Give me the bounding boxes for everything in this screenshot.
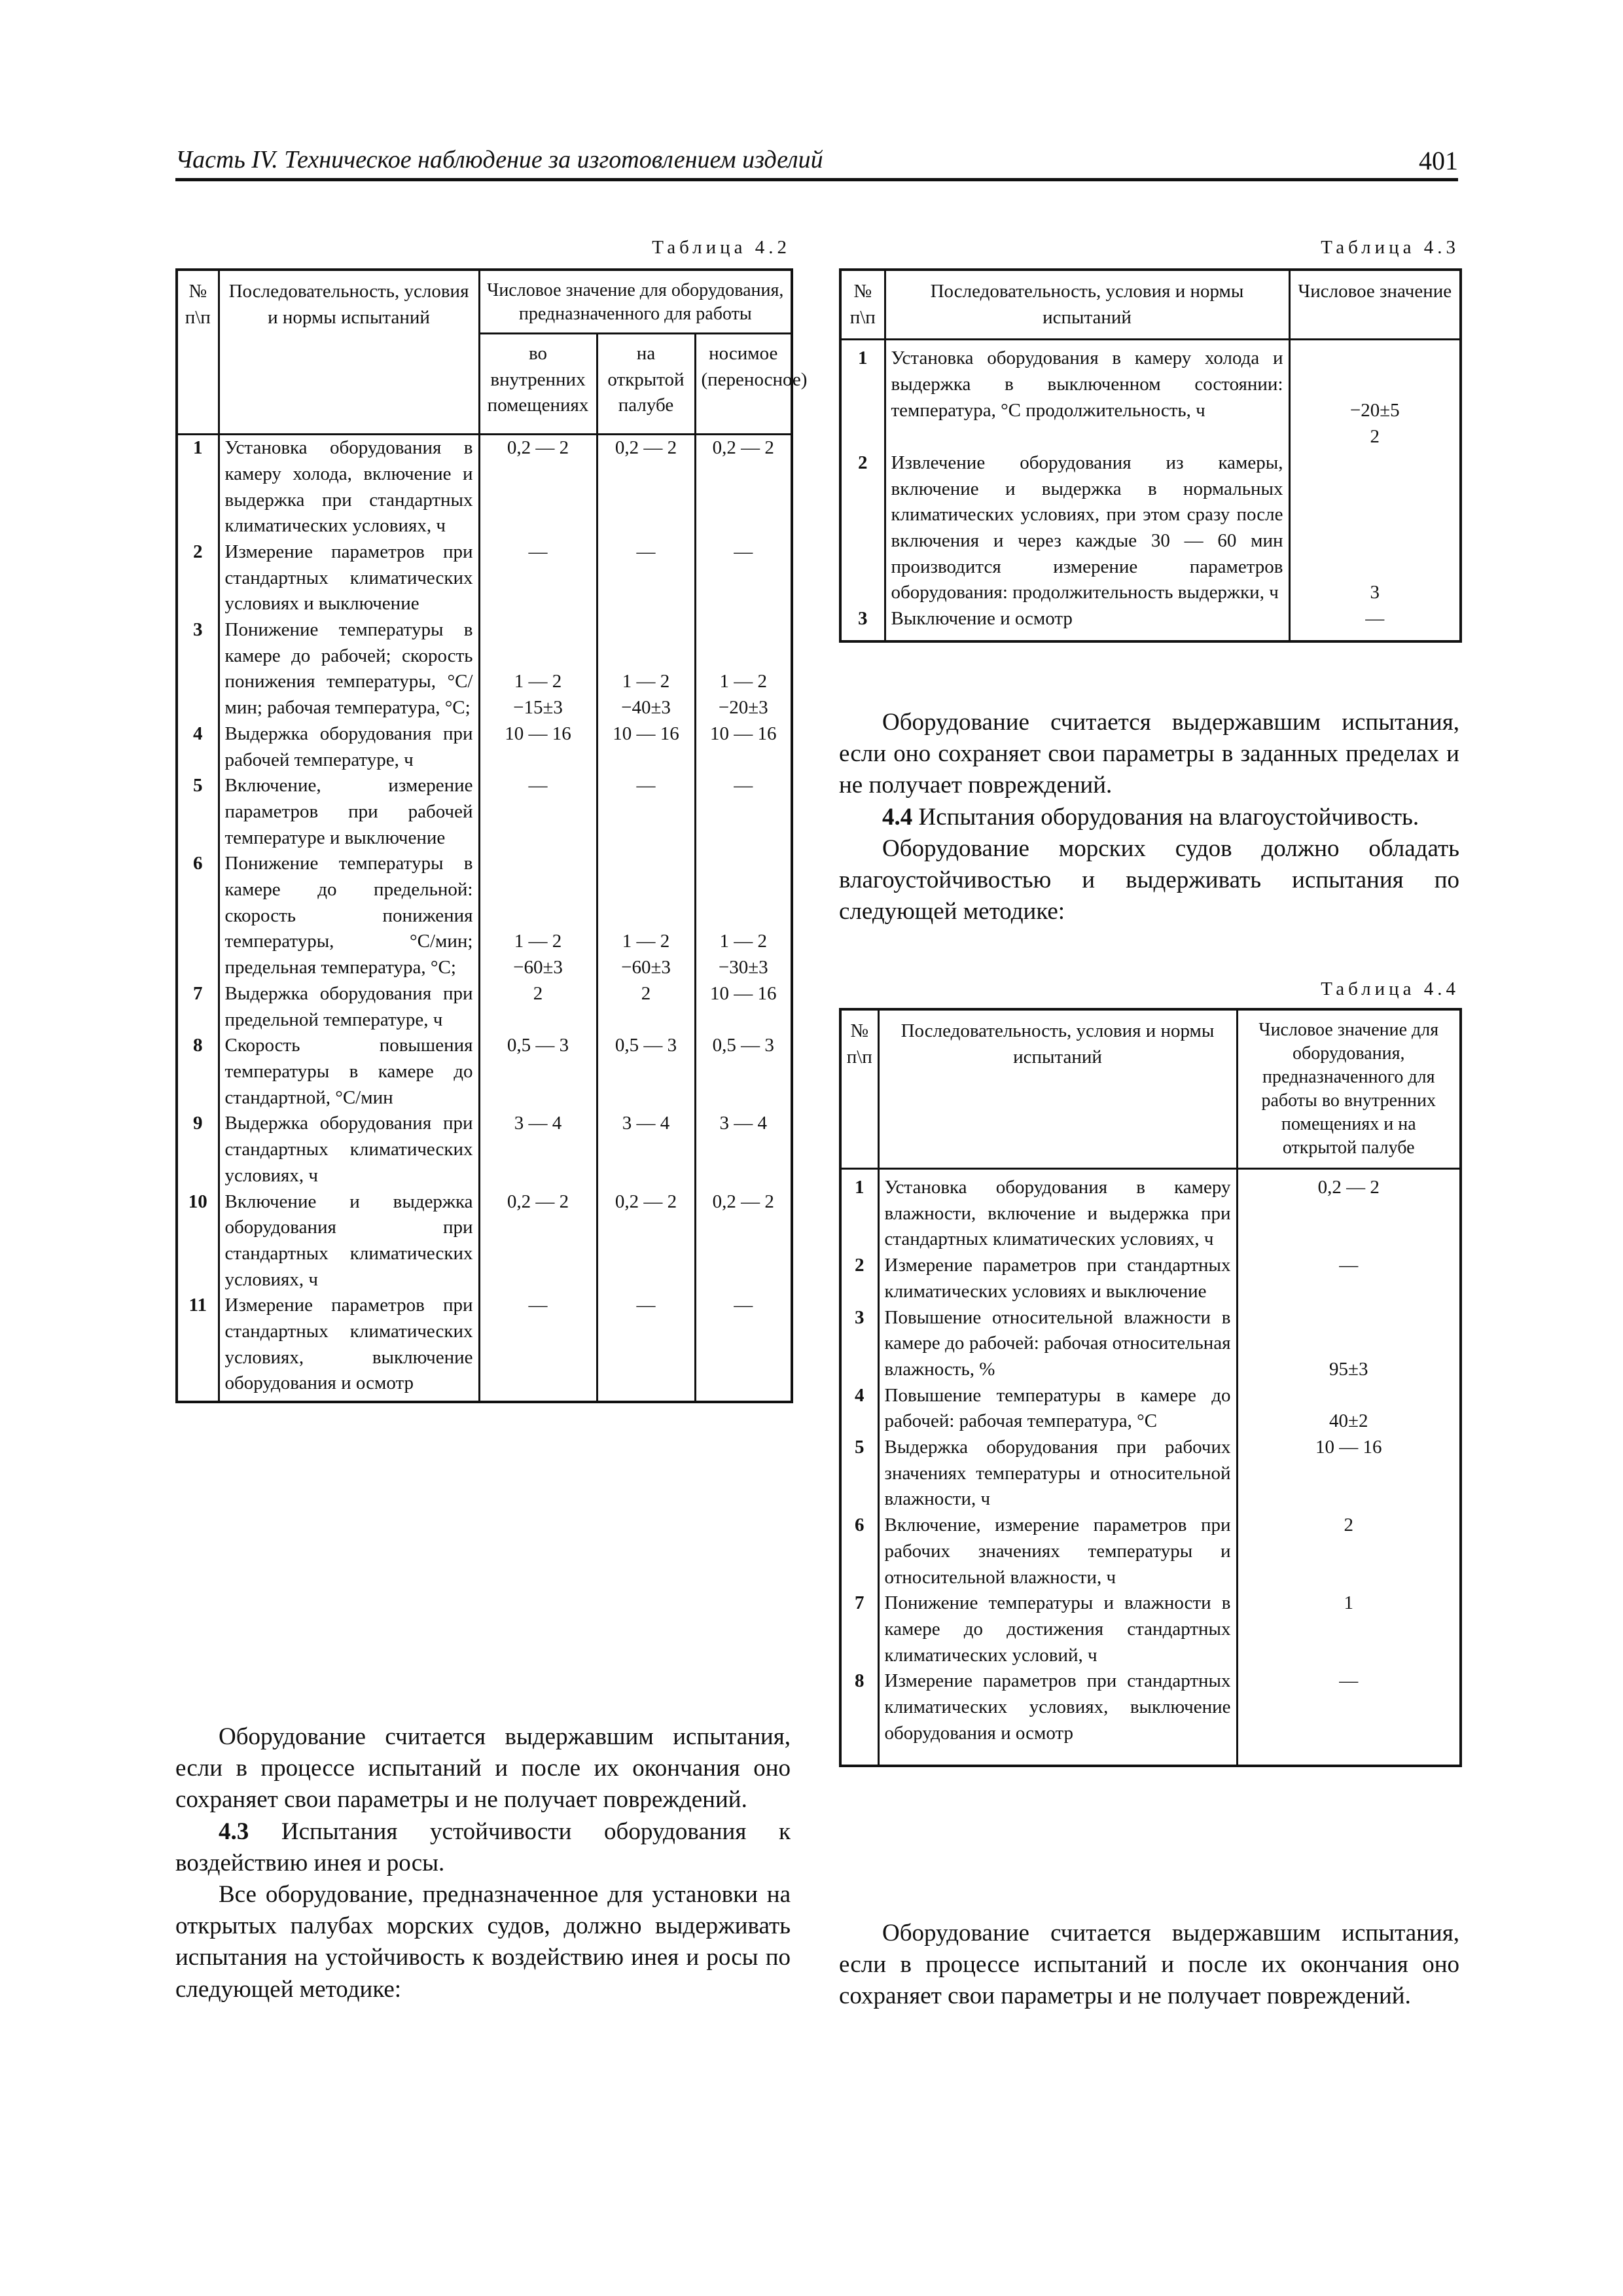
value-portable: 0,5 — 3 (695, 1033, 792, 1111)
table-row (177, 1111, 792, 1189)
section-title: Испытания устойчивости оборудования к воздействию инея и росы. (175, 1818, 791, 1876)
value-deck: 0,2 — 2 (597, 435, 695, 539)
table-row (177, 981, 792, 1033)
row-number: 8 (855, 1670, 865, 1692)
table-row (840, 1435, 1461, 1513)
value-inside: 3 — 4 (479, 1111, 597, 1189)
row-number: 8 (193, 1035, 203, 1056)
row-number: 1 (193, 437, 203, 459)
row-description: Измерение параметров при стандартных климатических условиях и выключение (878, 1253, 1237, 1304)
row-value: 1 (1237, 1590, 1461, 1668)
table-row (840, 1305, 1461, 1383)
row-value: 2 (1237, 1513, 1461, 1590)
running-title: Часть IV. Техническое наблюдение за изготовлением изделий (175, 146, 823, 173)
row-description: Извлечение оборудования из камеры, включение и выдержка в нормальных климатических условиях, при этом сразу после включения и через каждые 30 — 60 мин производится измерение параметров оборудования: продолжительность выдержки, ч (885, 450, 1289, 606)
value-inside: — (479, 539, 597, 617)
value-deck: 3 — 4 (597, 1111, 695, 1189)
value-deck: 1 — 2 −40±3 (597, 617, 695, 721)
col-sequence-header: Последовательность, условия и нормы испытаний (885, 270, 1289, 340)
value-deck: 10 — 16 (597, 721, 695, 773)
value-portable: 1 — 2 −30±3 (695, 851, 792, 981)
row-number: 4 (855, 1384, 865, 1406)
row-number: 11 (188, 1295, 207, 1316)
paragraph-passed-condition: Оборудование считается выдержавшим испытания, если оно сохраняет свои параметры в заданных пределах и не получает повреждений. (839, 709, 1459, 799)
row-description: Выдержка оборудования при стандартных климатических условиях, ч (219, 1111, 479, 1189)
row-description: Скорость повышения температуры в камере до стандартной, °С/мин (219, 1033, 479, 1111)
table-row (177, 773, 792, 851)
value-inside: 0,2 — 2 (479, 1189, 597, 1293)
value-deck: 1 — 2 −60±3 (597, 851, 695, 981)
row-description: Включение, измерение параметров при рабочих значениях температуры и относительной влажности, ч (878, 1513, 1237, 1590)
table-row (840, 1668, 1461, 1766)
col-sequence-header: Последовательность, условия и нормы испытаний (878, 1009, 1237, 1169)
table-row (177, 539, 792, 617)
row-description: Понижение температуры в камере до предельной: скорость понижения температуры, °С/мин; предельная температура, °С; (219, 851, 479, 981)
paragraph-frost-dew-intro: Все оборудование, предназначенное для установки на открытых палубах морских судов, должно выдерживать испытания на устойчивость к воздействию инея и росы по следующей методике: (175, 1881, 791, 2003)
value-inside: 1 — 2 −15±3 (479, 617, 597, 721)
paragraph-humidity-intro: Оборудование морских судов должно обладать влагоустойчивостью и выдерживать испытания по следующей методике: (839, 834, 1459, 925)
table-4-2-caption: Таблица 4.2 (652, 237, 791, 258)
value-deck: 0,2 — 2 (597, 1189, 695, 1293)
right-text-block (839, 707, 1459, 927)
subcol-portable-header: носимое (переносное) (695, 334, 792, 435)
row-description: Выдержка оборудования при предельной температуре, ч (219, 981, 479, 1033)
table-4-4 (839, 1008, 1462, 1767)
row-value: 40±2 (1237, 1383, 1461, 1435)
table-row (177, 851, 792, 981)
row-number: 6 (855, 1515, 865, 1536)
col-sequence-header: Последовательность, условия и нормы испытаний (219, 270, 479, 435)
table-row (840, 1383, 1461, 1435)
table-row (840, 606, 1461, 641)
paragraph-passed-condition: Оборудование считается выдержавшим испытания, если в процессе испытаний и после их окончания оно сохраняет свои параметры и не получает повреждений. (175, 1723, 791, 1814)
value-portable: 3 — 4 (695, 1111, 792, 1189)
row-number: 4 (193, 723, 203, 744)
row-number: 1 (855, 1177, 865, 1198)
row-description: Выдержка оборудования при рабочих значениях температуры и относительной влажности, ч (878, 1435, 1237, 1513)
row-value: 95±3 (1237, 1305, 1461, 1383)
row-number: 9 (193, 1113, 203, 1134)
row-description: Включение, измерение параметров при рабочей температуре и выключение (219, 773, 479, 851)
row-value: 0,2 — 2 (1237, 1169, 1461, 1253)
value-deck: — (597, 1293, 695, 1402)
value-deck: — (597, 773, 695, 851)
section-4-4-heading (839, 802, 1459, 833)
table-row (177, 1189, 792, 1293)
right-bottom-text (839, 1918, 1459, 2013)
running-header (175, 145, 1458, 178)
row-value: — (1237, 1253, 1461, 1304)
row-number: 5 (855, 1437, 865, 1458)
row-number: 7 (193, 982, 203, 1004)
table-row (840, 450, 1461, 606)
subcol-deck-header: на открытой палубе (597, 334, 695, 435)
table-row (840, 1590, 1461, 1668)
section-4-3-heading (175, 1816, 791, 1879)
table-row (840, 1253, 1461, 1304)
section-number: 4.3 (219, 1818, 249, 1845)
table-row (177, 1033, 792, 1111)
row-description: Понижение температуры в камере до рабочей; скорость понижения температуры, °С/мин; рабочая температура, °С; (219, 617, 479, 721)
value-inside: 1 — 2 −60±3 (479, 851, 597, 981)
col-num-header: № п\п (840, 270, 885, 340)
section-title: Испытания оборудования на влагоустойчивость. (918, 803, 1419, 831)
col-values-header: Числовое значение для оборудования, предназначенного для работы (479, 270, 792, 334)
table-4-2 (175, 268, 808, 1403)
row-number: 5 (193, 775, 203, 797)
row-value: 10 — 16 (1237, 1435, 1461, 1513)
page-number: 401 (1419, 146, 1458, 175)
row-description: Понижение температуры и влажности в камере до достижения стандартных климатических условий, ч (878, 1590, 1237, 1668)
row-number: 3 (855, 1306, 865, 1328)
row-number: 2 (855, 1255, 865, 1276)
value-inside: — (479, 773, 597, 851)
row-description: Измерение параметров при стандартных климатических условиях и выключение (219, 539, 479, 617)
row-description: Включение и выдержка оборудования при стандартных климатических условиях, ч (219, 1189, 479, 1293)
value-portable: 0,2 — 2 (695, 435, 792, 539)
row-description: Установка оборудования в камеру влажности, включение и выдержка при стандартных климатических условиях, ч (878, 1169, 1237, 1253)
value-deck: — (597, 539, 695, 617)
row-description: Установка оборудования в камеру холода, включение и выдержка при стандартных климатических условиях, ч (219, 435, 479, 539)
value-deck: 2 (597, 981, 695, 1033)
row-value: — (1237, 1668, 1461, 1766)
paragraph-passed-condition: Оборудование считается выдержавшим испытания, если в процессе испытаний и после их окончания оно сохраняет свои параметры и не получает повреждений. (839, 1920, 1459, 2010)
table-row (177, 617, 792, 721)
header-rule (175, 178, 1458, 181)
table-row (177, 1293, 792, 1402)
value-portable: — (695, 539, 792, 617)
section-number: 4.4 (882, 803, 913, 831)
value-deck: 0,5 — 3 (597, 1033, 695, 1111)
col-num-header: № п\п (177, 270, 219, 435)
row-description: Повышение температуры в камере до рабочей: рабочая температура, °С (878, 1383, 1237, 1435)
row-number: 3 (193, 619, 203, 641)
row-number: 6 (193, 853, 203, 874)
col-value-header: Числовое значение для оборудования, предназначенного для работы во внутренних помещениях и на открытой палубе (1237, 1009, 1461, 1169)
value-portable: 10 — 16 (695, 721, 792, 773)
value-portable: 1 — 2 −20±3 (695, 617, 792, 721)
row-description: Измерение параметров при стандартных климатических условиях, выключение оборудования и осмотр (219, 1293, 479, 1402)
row-description: Повышение относительной влажности в камере до рабочей: рабочая относительная влажность, % (878, 1305, 1237, 1383)
table-4-3 (839, 268, 1462, 643)
row-number: 7 (855, 1592, 865, 1614)
table-4-3-caption: Таблица 4.3 (1321, 237, 1459, 258)
row-number: 3 (858, 608, 868, 630)
row-value: −20±5 2 (1289, 340, 1461, 450)
col-value-header: Числовое значение (1289, 270, 1461, 340)
row-description: Выключение и осмотр (885, 606, 1289, 641)
col-num-header: № п\п (840, 1009, 878, 1169)
row-number: 10 (188, 1191, 207, 1212)
value-inside: 10 — 16 (479, 721, 597, 773)
value-portable: — (695, 773, 792, 851)
table-row (177, 435, 792, 539)
value-portable: 10 — 16 (695, 981, 792, 1033)
row-number: 2 (193, 541, 203, 562)
value-portable: — (695, 1293, 792, 1402)
value-inside: 0,5 — 3 (479, 1033, 597, 1111)
value-inside: 2 (479, 981, 597, 1033)
table-row (840, 1169, 1461, 1253)
value-inside: 0,2 — 2 (479, 435, 597, 539)
table-4-4-caption: Таблица 4.4 (1321, 978, 1459, 999)
row-value: — (1289, 606, 1461, 641)
row-description: Выдержка оборудования при рабочей температуре, ч (219, 721, 479, 773)
row-description: Измерение параметров при стандартных климатических условиях, выключение оборудования и осмотр (878, 1668, 1237, 1766)
row-value: 3 (1289, 450, 1461, 606)
left-text-block (175, 1721, 791, 2005)
row-number: 1 (858, 348, 868, 369)
value-inside: — (479, 1293, 597, 1402)
row-description: Установка оборудования в камеру холода и выдержка в выключенном состоянии: температура, °С продолжительность, ч (885, 340, 1289, 450)
table-row (177, 721, 792, 773)
table-row (840, 340, 1461, 450)
value-portable: 0,2 — 2 (695, 1189, 792, 1293)
table-row (840, 1513, 1461, 1590)
row-number: 2 (858, 452, 868, 473)
subcol-inside-header: во внутренних помещениях (479, 334, 597, 435)
